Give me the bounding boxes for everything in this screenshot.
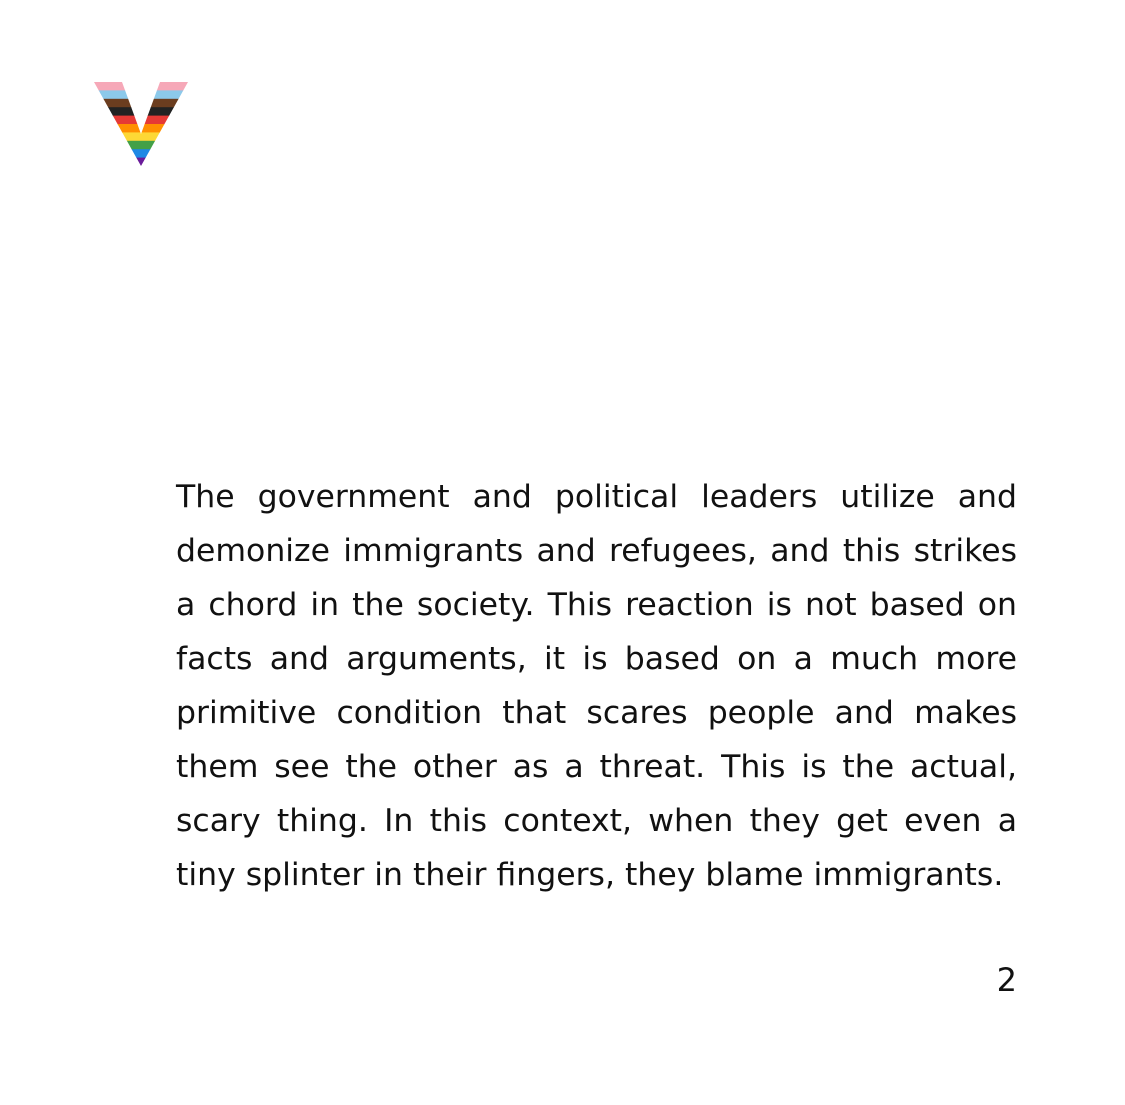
- logo-stripe: [94, 116, 188, 125]
- logo-stripe: [94, 141, 188, 150]
- logo-stripe: [94, 99, 188, 108]
- logo-stripe: [94, 90, 188, 99]
- body-paragraph: The government and political leaders utilize and demonize immigrants and refugees, and this strikes a chord in the society. This reaction is not based on facts and arguments, it is based on a much more primitive condition that scares people and makes them see the other as a threat. This is the actual, scary thing. In this context, when they get even a tiny splinter in their fingers, they blame immigrants.: [176, 479, 1017, 893]
- logo-stripe: [94, 149, 188, 158]
- logo-stripes: [94, 82, 188, 166]
- logo-stripe: [94, 82, 188, 91]
- logo-stripe: [94, 124, 188, 133]
- logo-stripe: [94, 158, 188, 166]
- rainbow-v-logo-icon: [94, 82, 188, 166]
- logo-stripe: [94, 107, 188, 116]
- page-number: 2: [996, 961, 1017, 999]
- logo-stripe: [94, 132, 188, 141]
